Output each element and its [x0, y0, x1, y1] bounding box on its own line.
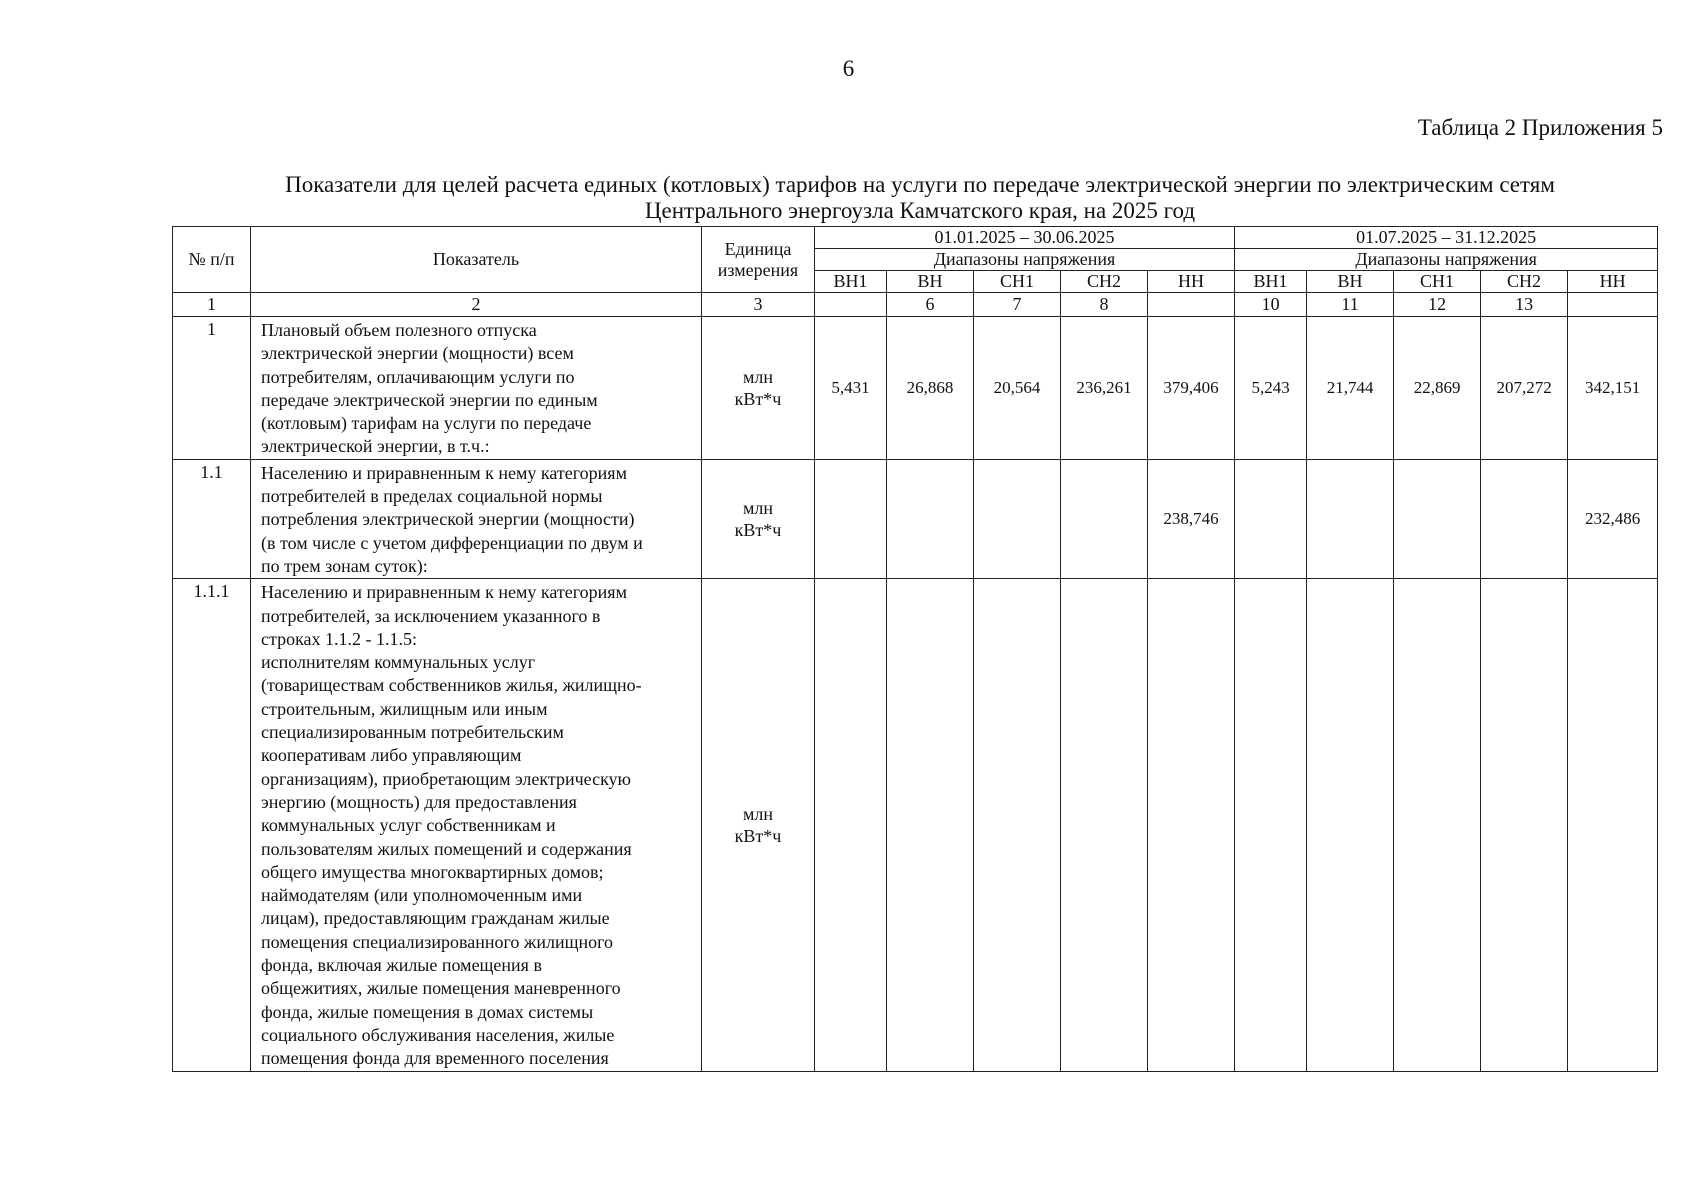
column-number: 7 [974, 293, 1061, 317]
row-value: 379,406 [1148, 317, 1235, 460]
row-number: 1 [173, 317, 251, 460]
header-voltage-ranges-2: Диапазоны напряжения [1235, 249, 1658, 271]
row-value [1235, 579, 1307, 1071]
row-value: 22,869 [1394, 317, 1481, 460]
row-value [1061, 579, 1148, 1071]
document-title-line-1: Показатели для целей расчета единых (котловых) тарифов на услуги по передаче электрической энергии по электрическим сетям [285, 172, 1555, 197]
header-voltage-level: НН [1148, 271, 1235, 293]
row-value: 26,868 [887, 317, 974, 460]
document-title-line-2: Центрального энергоузла Камчатского края, на 2025 год [644, 198, 1196, 223]
column-number: 1 [173, 293, 251, 317]
header-voltage-level: СН2 [1061, 271, 1148, 293]
row-value [974, 459, 1061, 578]
column-number: 3 [702, 293, 815, 317]
row-unit: млн кВт*ч [702, 579, 815, 1071]
row-indicator: Плановый объем полезного отпуска электрической энергии (мощности) всем потребителям, оплачивающим услуги по передаче электрической энергии по единым (котловым) тарифам на услуги по передаче электрической энергии, в т.ч.: [251, 317, 702, 460]
row-value [1481, 459, 1568, 578]
row-value [887, 459, 974, 578]
row-number: 1.1.1 [173, 579, 251, 1071]
header-row-periods [173, 227, 1658, 249]
row-value [974, 579, 1061, 1071]
row-value [1235, 459, 1307, 578]
header-voltage-level: ВН1 [1235, 271, 1307, 293]
row-value [1061, 459, 1148, 578]
row-value [1481, 579, 1568, 1071]
row-value: 5,431 [815, 317, 887, 460]
header-indicator: Показатель [251, 227, 702, 293]
row-value: 236,261 [1061, 317, 1148, 460]
header-period-1: 01.01.2025 – 30.06.2025 [815, 227, 1235, 249]
column-number: 12 [1394, 293, 1481, 317]
tariff-indicators-table [172, 226, 1658, 1072]
table-row [173, 579, 1658, 1071]
header-voltage-level: НН [1568, 271, 1658, 293]
row-value: 20,564 [974, 317, 1061, 460]
column-number [1148, 293, 1235, 317]
row-value [1307, 579, 1394, 1071]
row-value [815, 459, 887, 578]
page-number: 6 [842, 56, 855, 81]
row-unit: млн кВт*ч [702, 317, 815, 460]
row-value: 207,272 [1481, 317, 1568, 460]
row-value [1148, 579, 1235, 1071]
column-number: 13 [1481, 293, 1568, 317]
table-row [173, 317, 1658, 460]
header-num: № п/п [173, 227, 251, 293]
column-number: 6 [887, 293, 974, 317]
document-title [172, 172, 1668, 224]
header-voltage-level: ВН [1307, 271, 1394, 293]
column-number: 8 [1061, 293, 1148, 317]
column-numbers-row [173, 293, 1658, 317]
header-unit: Единица измерения [702, 227, 815, 293]
row-value: 21,744 [1307, 317, 1394, 460]
header-voltage-level: СН1 [1394, 271, 1481, 293]
row-value: 342,151 [1568, 317, 1658, 460]
column-number [1568, 293, 1658, 317]
row-value [1394, 579, 1481, 1071]
column-number [815, 293, 887, 317]
row-unit: млн кВт*ч [702, 459, 815, 578]
table-row [173, 459, 1658, 578]
column-number: 10 [1235, 293, 1307, 317]
annex-label: Таблица 2 Приложения 5 [1417, 115, 1663, 140]
row-value [1394, 459, 1481, 578]
row-indicator: Населению и приравненным к нему категориям потребителей, за исключением указанного в строках 1.1.2 - 1.1.5: исполнителям коммунальных услуг (товариществам собственников жилья, жилищно- строительным, жилищным или иным специализированным потребительским кооперативам либо управляющим организациям), приобретающим электрическую энергию (мощность) для предоставления коммунальных услуг собственникам и пользователям жилых помещений и содержания общего имущества многоквартирных домов; наймодателям (или уполномоченным ими лицам), предоставляющим гражданам жилые помещения специализированного жилищного фонда, включая жилые помещения в общежитиях, жилые помещения маневренного фонда, жилые помещения в домах системы социального обслуживания населения, жилые помещения фонда для временного поселения [251, 579, 702, 1071]
header-voltage-ranges-1: Диапазоны напряжения [815, 249, 1235, 271]
header-voltage-level: ВН [887, 271, 974, 293]
row-value [815, 579, 887, 1071]
row-indicator: Населению и приравненным к нему категориям потребителей в пределах социальной нормы потребления электрической энергии (мощности) (в том числе с учетом дифференциации по двум и по трем зонам суток): [251, 459, 702, 578]
header-voltage-level: СН1 [974, 271, 1061, 293]
column-number: 11 [1307, 293, 1394, 317]
header-period-2: 01.07.2025 – 31.12.2025 [1235, 227, 1658, 249]
row-value: 238,746 [1148, 459, 1235, 578]
row-value [887, 579, 974, 1071]
header-voltage-level: ВН1 [815, 271, 887, 293]
row-value: 232,486 [1568, 459, 1658, 578]
header-voltage-level: СН2 [1481, 271, 1568, 293]
row-value [1307, 459, 1394, 578]
row-value: 5,243 [1235, 317, 1307, 460]
row-number: 1.1 [173, 459, 251, 578]
row-value [1568, 579, 1658, 1071]
column-number: 2 [251, 293, 702, 317]
